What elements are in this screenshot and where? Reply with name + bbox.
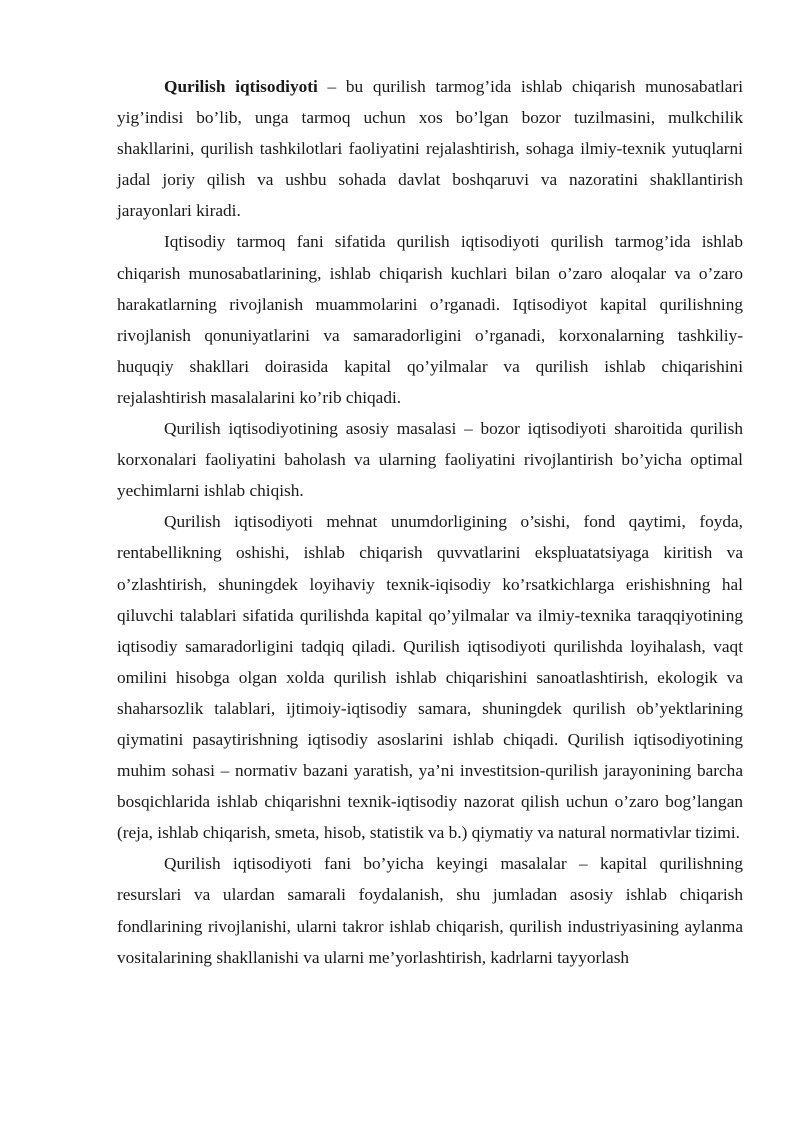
paragraph-text: – bu qurilish tarmog’ida ishlab chiqarish munosabatlari yig’indisi bo’lib, unga tarmoq uchun xos bo’lgan bozor tuzilmasini, mulkchilik shakllarini, qurilish tashkilotlari faoliyatini rejalashtirish, sohaga ilmiy-texnik yutuqlarni jadal joriy qilish va ushbu sohada davlat boshqaruvi va nazoratini shakllantirish jarayonlari kiradi. [117, 77, 744, 221]
bold-term: Qurilish iqtisodiyoti [164, 77, 318, 96]
paragraph-economic-branch: Iqtisodiy tarmoq fani sifatida qurilish iqtisodiyoti qurilish tarmog’ida ishlab chiqarish munosabatlarining, ishlab chiqarish kuchlari bilan o’zaro aloqalar va o’zaro harakatlarning rivojlanish muammolarini o’rganadi. Iqtisodiyot kapital qurilishning rivojlanish qonuniyatlarini va samaradorligini o’rganadi, korxonalarning tashkiliy-huquqiy shakllari doirasida kapital qo’yilmalar va qurilish ishlab chiqarishini rejalashtirish masalalarini ko’rib chiqadi. [117, 232, 743, 407]
body-text [117, 71, 743, 973]
paragraph-further-tasks: Qurilish iqtisodiyoti fani bo’yicha keyingi masalalar – kapital qurilishning resurslari va ulardan samarali foydalanish, shu jumladan asosiy ishlab chiqarish fondlarining rivojlanishi, ularni takror ishlab chiqarish, qurilish industriyasining aylanma vositalarining shakllanishi va ularni me’yorlashtirish, kadrlarni tayyorlash [117, 854, 743, 967]
paragraph-research-scope: Qurilish iqtisodiyoti mehnat unumdorligining o’sishi, fond qaytimi, foyda, rentabellikning oshishi, ishlab chiqarish quvvatlarini ekspluatatsiyaga kiritish va o’zlashtirish, shuningdek loyihaviy texnik-iqisodiy ko’rsatkichlarga erishishning hal qiluvchi talablari sifatida qurilishda kapital qo’yilmalar va ilmiy-texnika taraqqiyotining iqtisodiy samaradorligini tadqiq qiladi. Qurilish iqtisodiyoti qurilishda loyihalash, vaqt omilini hisobga olgan xolda qurilish ishlab chiqarishini sanoatlashtirish, ekologik va shaharsozlik talablari, ijtimoiy-iqtisodiy samara, shuningdek qurilish ob’yektlarining qiymatini pasaytirishning iqtisodiy asoslarini ishlab chiqadi. Qurilish iqtisodiyotining muhim sohasi – normativ bazani yaratish, ya’ni investitsion-qurilish jarayonining barcha bosqichlarida ishlab chiqarishni texnik-iqtisodiy nazorat qilish uchun o’zaro bog’langan (reja, ishlab chiqarish, smeta, hisob, statistik va b.) qiymatiy va natural normativlar tizimi. [117, 512, 743, 843]
paragraph-definition [117, 71, 743, 226]
paragraph-main-task: Qurilish iqtisodiyotining asosiy masalasi – bozor iqtisodiyoti sharoitida qurilish korxonalari faoliyatini baholash va ularning faoliyatini rivojlantirish bo’yicha optimal yechimlarni ishlab chiqish. [117, 419, 743, 501]
